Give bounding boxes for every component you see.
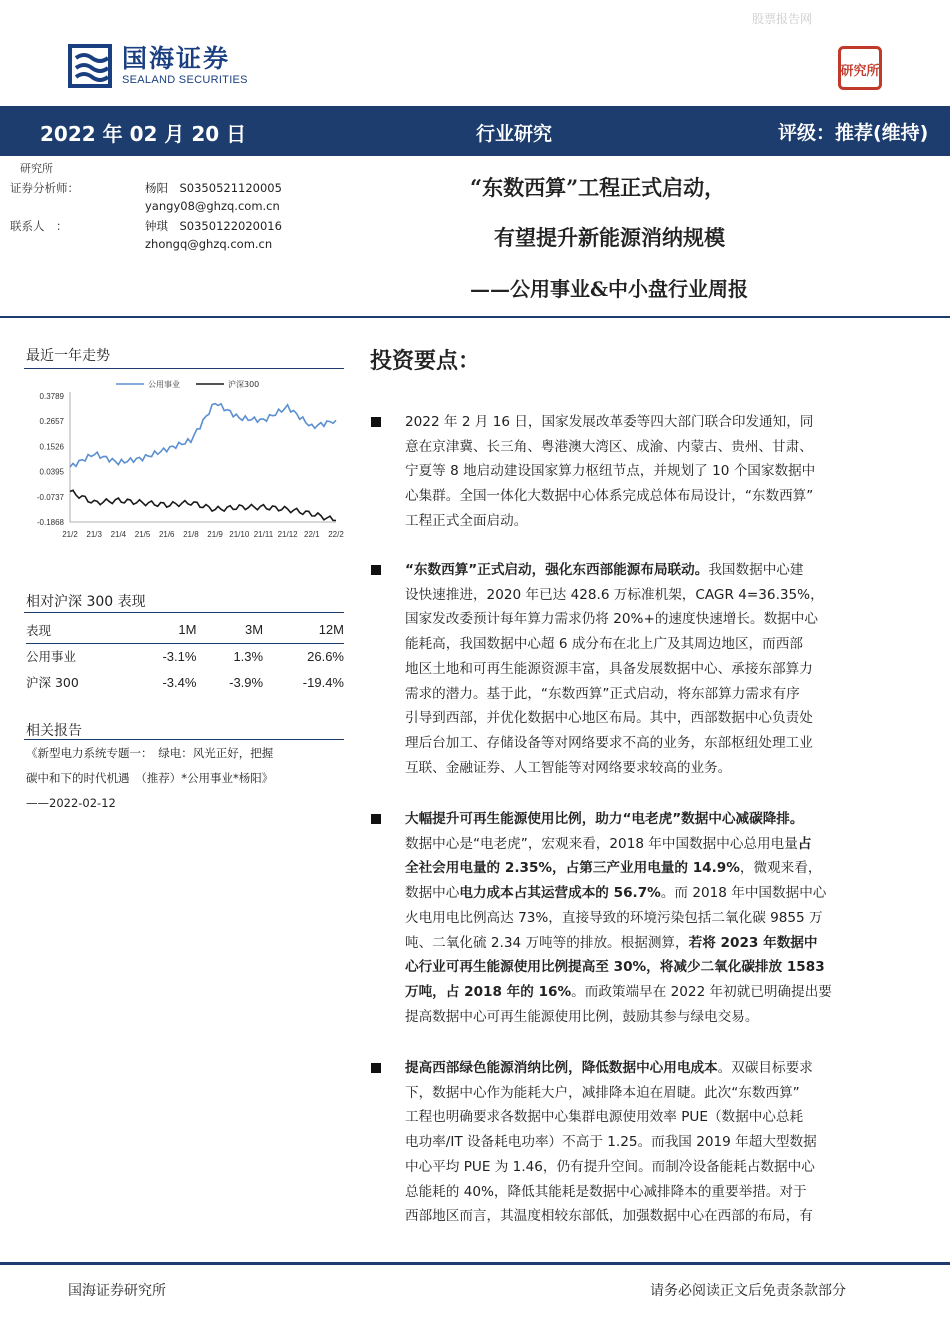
col-header: 1M: [130, 617, 197, 643]
text-line: 心集群。全国一体化大数据中心体系完成总体布局设计，“东数西算”: [405, 488, 814, 505]
text: ，微观来看，: [739, 860, 822, 877]
report-rating: 评级：推荐(维持): [778, 122, 929, 144]
y-tick-label: 0.1526: [39, 442, 64, 452]
bullet-icon: [371, 565, 381, 575]
report-date: 2022 年 02 月 20 日: [40, 122, 247, 146]
analyst-2-email[interactable]: zhongq@ghzq.com.cn: [145, 237, 273, 251]
x-tick-label: 21/4: [110, 530, 127, 539]
text-line: 西部地区而言，其温度相较东部低，加强数据中心在西部的布局，有: [405, 1208, 813, 1225]
text-line: 中心平均 PUE 为 1.46，仍有提升空间。而制冷设备能耗占数据中心: [405, 1158, 815, 1175]
bullet-icon: [371, 417, 381, 427]
paragraph-4: [405, 1056, 898, 1229]
related-date: ——2022-02-12: [26, 796, 116, 810]
text-line: 火电用电比例高达 73%，直接导致的环境污染包括二氧化碳 9855 万: [405, 909, 823, 926]
text-line: 提高数据中心可再生能源使用比例，鼓励其参与绿电交易。: [405, 1008, 759, 1025]
text: 。而 2018 年中国数据中心: [660, 885, 827, 902]
text-line: 引导到西部，并优化数据中心地区布局。其中，西部数据中心负责处: [405, 710, 813, 727]
x-tick-label: 21/11: [253, 530, 274, 539]
footer-institute: 国海证券研究所: [68, 1283, 166, 1299]
text-line: [405, 955, 898, 980]
bold-text: 若将 2023 年数据中: [688, 934, 818, 951]
paragraph-3: [405, 807, 898, 1029]
x-tick-label: 21/8: [183, 530, 199, 539]
sealand-logo-icon: [68, 44, 112, 88]
text-line: 理后台加工、存储设备等对网络要求不高的业务，东部枢纽处理工业: [405, 734, 813, 751]
report-title-line2: 有望提升新能源消纳规模: [494, 225, 725, 250]
perf-divider: [24, 612, 344, 613]
text: 。双碳目标要求: [717, 1060, 813, 1076]
analyst-2: 钟琪 S0350122020016: [145, 219, 282, 233]
y-tick-label: 0.2657: [39, 417, 64, 427]
x-tick-label: 21/2: [62, 530, 78, 539]
text-line: 宁夏等 8 地启动建设国家算力枢纽节点，并规划了 10 个国家数据中: [405, 463, 816, 480]
cell-12m: -19.4%: [302, 674, 344, 690]
cell-3m: 1.3%: [233, 648, 264, 664]
cell-12m: 26.6%: [307, 648, 344, 664]
col-header: 3M: [196, 617, 263, 643]
x-tick-label: 21/9: [207, 530, 223, 539]
text-line: [405, 881, 898, 906]
text: 吨、二氧化硫 2.34 万吨等的排放。根据测算，: [405, 934, 689, 951]
bullet-icon: [371, 814, 381, 824]
footer-divider: [0, 1262, 950, 1265]
svg-text:研究所: 研究所: [840, 64, 880, 79]
bold-text: 占: [797, 835, 812, 852]
table-row: [26, 643, 344, 669]
related-heading: 相关报告: [26, 723, 82, 739]
bold-text: “东数西算”正式启动，强化东西部能源布局联动。: [405, 562, 709, 578]
x-tick-label: 22/1: [304, 530, 320, 539]
bold-text: 全社会用电量的 2.35%，占第三产业用电量的 14.9%: [405, 860, 740, 877]
footer-disclaimer: 请务必阅读正文后免责条款部分: [650, 1283, 846, 1299]
header-divider: [0, 316, 950, 318]
legend-label: 沪深300: [228, 380, 260, 389]
cell-1m: -3.1%: [162, 648, 197, 664]
bold-text: 电力成本占其运营成本的 56.7%: [459, 885, 661, 902]
text: 数据中心: [405, 885, 460, 902]
text-line: 需求的潜力。基于此，“东数西算”正式启动，将东部算力需求有序: [405, 685, 800, 702]
text-line: 工程也明确要求各数据中心集群电源使用效率 PUE（数据中心总耗: [405, 1109, 804, 1126]
text-line: [405, 931, 898, 956]
logo-en: SEALAND SECURITIES: [122, 73, 248, 86]
report-type: 行业研究: [476, 123, 553, 145]
col-header: 12M: [263, 617, 344, 643]
company-logo: [68, 44, 248, 88]
paragraph-2: [405, 558, 898, 780]
text: 。而政策端早在 2022 年初就已明确提出要: [571, 983, 832, 1000]
text: 我国数据中心建: [708, 562, 804, 578]
text-line: 下，数据中心作为能耗大户，减排降本迫在眉睫。此次“东数西算”: [405, 1084, 800, 1101]
related-line: 《新型电力系统专题一： 绿电：风光正好，把握: [26, 746, 274, 760]
text-line: 国家发改委预计每年算力需求仍将 20%+的速度快速增长。数据中心: [405, 611, 818, 628]
text-line: 意在京津冀、长三角、粤港澳大湾区、成渝、内蒙古、贵州、甘肃、: [405, 438, 813, 455]
x-tick-label: 22/2: [328, 530, 344, 539]
series-line-公用事业: [70, 404, 336, 467]
text-line: [405, 832, 898, 857]
cell-1m: -3.4%: [162, 674, 197, 690]
bold-text: 大幅提升可再生能源使用比例，助力“电老虎”数据中心减碳降排。: [405, 811, 804, 827]
header-banner: [0, 106, 950, 156]
key-points-title: 投资要点：: [370, 348, 481, 374]
row-label: 公用事业: [26, 649, 77, 665]
report-title-line1: “东数西算”工程正式启动，: [470, 175, 726, 200]
y-tick-label: -0.1868: [36, 518, 64, 527]
department: 研究所: [20, 162, 53, 175]
y-tick-label: 0.0395: [39, 467, 64, 477]
text-line: 工程正式全面启动。: [405, 512, 528, 529]
paragraph-1: [405, 410, 898, 534]
related-report[interactable]: [26, 741, 344, 816]
bold-text: 心行业可再生能源使用比例提高至 30%，将减少二氧化碳排放 1583: [405, 959, 825, 976]
text-line: 电功率/IT 设备耗电功率）不高于 1.25。而我国 2019 年超大型数据: [405, 1134, 817, 1151]
bold-text: 万吨，占 2018 年的 16%: [405, 983, 572, 1000]
text-line: 地区土地和可再生能源资源丰富，具备发展数据中心、承接东部算力: [405, 660, 813, 677]
text-line: [405, 1056, 898, 1081]
y-tick-label: 0.3789: [39, 392, 64, 401]
x-tick-label: 21/3: [86, 530, 102, 539]
row-label: 沪深 300: [26, 675, 79, 690]
related-line: 碳中和下的时代机遇 （推荐）*公用事业*杨阳》: [26, 771, 274, 785]
report-subtitle: ——公用事业&中小盘行业周报: [470, 277, 749, 301]
trend-divider: [24, 368, 344, 369]
legend-label: 公用事业: [148, 380, 180, 389]
logo-cn: 国海证券: [122, 43, 231, 73]
watermark: 股票报告网: [752, 12, 813, 26]
institute-seal-icon: [838, 46, 882, 90]
bold-text: 提高西部绿色能源消纳比例，降低数据中心用电成本: [405, 1060, 718, 1076]
analyst-1-email[interactable]: yangy08@ghzq.com.cn: [145, 199, 280, 213]
x-tick-label: 21/6: [158, 530, 175, 539]
contact-label: 联系人 ：: [10, 219, 68, 233]
y-tick-label: -0.0737: [36, 492, 64, 502]
cell-3m: -3.9%: [229, 674, 264, 690]
x-tick-label: 21/10: [229, 530, 250, 539]
x-tick-label: 21/5: [134, 530, 151, 539]
performance-table: [26, 617, 344, 695]
series-line-沪深300: [70, 490, 336, 520]
bullet-icon: [371, 1063, 381, 1073]
text-line: [405, 807, 898, 832]
analyst-1: 杨阳 S0350521120005: [145, 181, 282, 195]
trend-heading: 最近一年走势: [26, 348, 110, 364]
analyst-label: 证券分析师：: [10, 181, 79, 195]
text-line: 互联、金融证券、人工智能等对网络要求较高的业务。: [405, 759, 732, 776]
text: 数据中心是“电老虎”，宏观来看，2018 年中国数据中心总用电量: [405, 835, 798, 852]
text-line: [405, 856, 898, 881]
text-line: 能耗高，我国数据中心超 6 成分布在北上广及其周边地区，而西部: [405, 636, 803, 653]
table-row: [26, 669, 344, 695]
perf-heading: 相对沪深 300 表现: [26, 594, 146, 610]
text-line: 2022 年 2 月 16 日，国家发展改革委等四大部门联合印发通知，同: [405, 414, 814, 430]
related-divider: [24, 739, 344, 740]
text-line: 设快速推进，2020 年已达 428.6 万标准机架，CAGR 4=36.35%，: [405, 586, 824, 603]
text-line: 总能耗的 40%，降低其能耗是数据中心减排降本的重要举措。对于: [405, 1183, 807, 1200]
text-line: [405, 980, 898, 1005]
trend-chart: [24, 372, 344, 544]
table-header-row: [26, 617, 344, 643]
col-header: 表现: [26, 617, 130, 643]
x-tick-label: 21/12: [277, 530, 298, 539]
text-line: [405, 558, 898, 583]
